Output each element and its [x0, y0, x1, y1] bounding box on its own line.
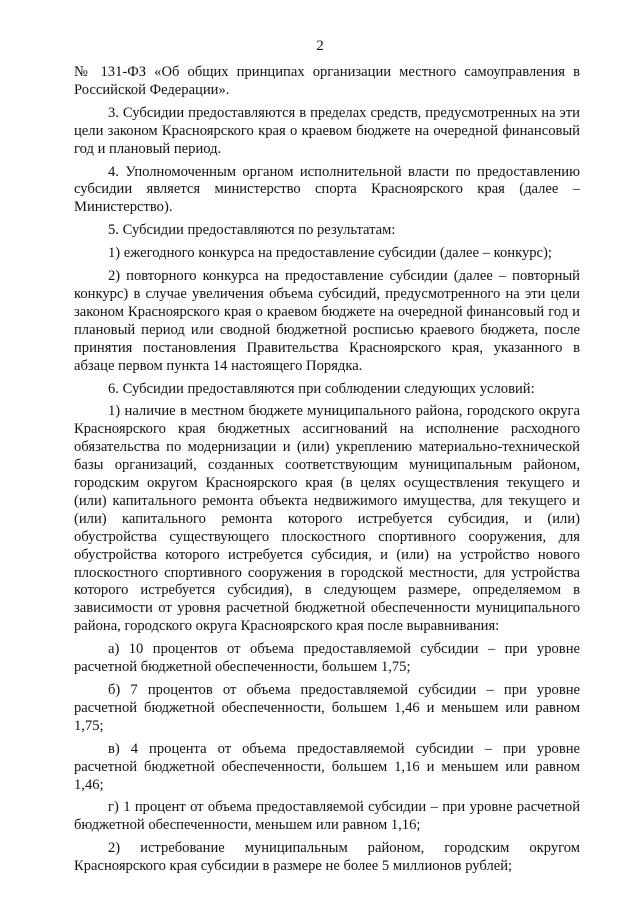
document-body: [74, 64, 580, 881]
subitem-a: а) 10 процентов от объема предоставляемой субсидии – при уровне расчетной бюджетной обеспеченности, большем 1,75;: [74, 641, 580, 676]
paragraph-5: 5. Субсидии предоставляются по результатам:: [108, 222, 396, 239]
paragraph-3: 3. Субсидии предоставляются в пределах средств, предусмотренных на эти цели законом Красноярского края о краевом бюджете на очередной финансовый год и плановый период.: [74, 104, 580, 157]
paragraph-4: 4. Уполномоченным органом исполнительной власти по предоставлению субсидии является министерство спорта Красноярского края (далее – Министерство).: [74, 163, 580, 216]
paragraph-5-item-2: 2) повторного конкурса на предоставление субсидии (далее – повторный конкурс) в случае увеличения объема субсидий, предусмотренного на эти цели законом Красноярского края о краевом бюджете на очередной финансовый год и плановый период или сводной бюджетной росписью краевого бюджета, после принятия постановления Правительства Красноярского края, указанного в абзаце первом пункта 14 настоящего Порядка.: [74, 268, 580, 374]
subitem-b: б) 7 процентов от объема предоставляемой субсидии – при уровне расчетной бюджетной обеспеченности, большем 1,46 и меньшем или равном 1,75;: [74, 682, 580, 734]
subitem-v: в) 4 процента от объема предоставляемой субсидии – при уровне расчетной бюджетной обеспеченности, большем 1,16 и меньшем или равном 1,46;: [74, 740, 580, 793]
subitem-g: г) 1 процент от объема предоставляемой субсидии – при уровне расчетной бюджетной обеспеченности, меньшем или равном 1,16;: [74, 799, 580, 834]
paragraph-5-item-1: 1) ежегодного конкурса на предоставление субсидии (далее – конкурс);: [108, 245, 552, 262]
page-number: 2: [316, 38, 324, 54]
paragraph-6: 6. Субсидии предоставляются при соблюдении следующих условий:: [108, 380, 535, 397]
paragraph-6-item-2: 2) истребование муниципальным районом, городским округом Красноярского края субсидии в размере не более 5 миллионов рублей;: [74, 840, 580, 875]
paragraph-law-reference: № 131-ФЗ «Об общих принципах организации местного самоуправления в Российской Федерации».: [74, 64, 580, 98]
paragraph-6-item-1: 1) наличие в местном бюджете муниципального района, городского округа Красноярского края бюджетных ассигнований на исполнение расходного обязательства по модернизации и (или) укреплению материально-технической базы организаций, созданных соответствующим муниципальным районом, городским округом Красноярского края (в целях осуществления текущего и (или) капитального ремонта объекта недвижимого имущества, для текущего и (или) капитального ремонта которого истребуется субсидия, и (или) обустройства существующего плоскостного спортивного сооружения, для обустройства которого истребуется субсидия, и (или) на устройство нового плоскостного спортивного сооружения в городской местности, для устройства которого истребуется субсидия), в следующем размере, определяемом в зависимости от уровня расчетной бюджетной обеспеченности муниципального района, городского округа Красноярского края после выравнивания:: [74, 403, 580, 635]
